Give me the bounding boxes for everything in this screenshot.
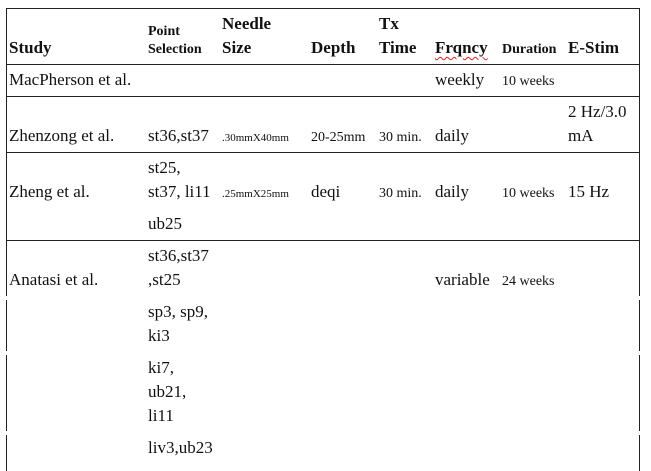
header-tx-time-line2: Time <box>379 38 417 57</box>
header-needle-size-line1: Needle <box>222 14 272 33</box>
row4-point: liv3,ub23 <box>148 438 213 457</box>
row3-frequency: daily <box>435 182 469 201</box>
row3-tx-time: 30 min. <box>379 186 422 201</box>
row4-point: st36,st37 <box>148 246 209 265</box>
row4-frequency: variable <box>435 270 490 289</box>
row-divider <box>6 96 640 97</box>
row3-duration: 10 weeks <box>502 186 555 201</box>
header-study: Study <box>9 38 52 57</box>
header-depth: Depth <box>311 38 356 57</box>
header-needle-size-line2: Size <box>222 38 252 57</box>
row2-study: Zhenzong et al. <box>9 126 115 145</box>
row1-study: MacPherson et al. <box>9 70 132 89</box>
table-border-top <box>6 8 640 9</box>
page-gap <box>6 296 640 300</box>
row1-duration: 10 weeks <box>502 74 555 89</box>
row4-duration: 24 weeks <box>502 274 555 289</box>
page-gap <box>6 351 640 355</box>
study-table <box>6 8 640 471</box>
row3-depth: deqi <box>311 182 341 201</box>
row2-frequency: daily <box>435 126 469 145</box>
row2-estim-line2: mA <box>568 126 594 145</box>
row-divider <box>6 152 640 153</box>
row3-study: Zheng et al. <box>9 182 90 201</box>
header-point-selection-line1: Point <box>148 24 180 39</box>
header-estim: E-Stim <box>568 38 619 57</box>
page-gap <box>6 431 640 435</box>
row2-needle-size: .30mmX40mm <box>222 132 289 144</box>
row4-point: ki7, <box>148 358 174 377</box>
row4-point: ,st25 <box>148 270 181 289</box>
header-divider <box>6 64 640 65</box>
header-tx-time-line1: Tx <box>379 14 399 33</box>
row2-tx-time: 30 min. <box>379 130 422 145</box>
row3-point: st25, <box>148 158 181 177</box>
row4-point: ub21, <box>148 382 187 401</box>
row3-point: st37, li11 <box>148 182 211 201</box>
header-point-selection-line2: Selection <box>148 42 202 57</box>
header-frequency: Frqncy <box>435 38 488 57</box>
row2-estim-line1: 2 Hz/3.0 <box>568 102 627 121</box>
row4-point: sp3, sp9, <box>148 302 208 321</box>
header-duration: Duration <box>502 42 557 57</box>
row3-point: ub25 <box>148 214 182 233</box>
row2-point: st36,st37 <box>148 126 209 145</box>
row3-needle-size: .25mmX25mm <box>222 188 289 200</box>
row4-point: li11 <box>148 406 174 425</box>
row-divider <box>6 240 640 241</box>
row1-frequency: weekly <box>435 70 485 89</box>
row4-point: ki3 <box>148 326 170 345</box>
row3-estim: 15 Hz <box>568 182 610 201</box>
row2-depth: 20-25mm <box>311 130 366 145</box>
row4-study: Anatasi et al. <box>9 270 99 289</box>
